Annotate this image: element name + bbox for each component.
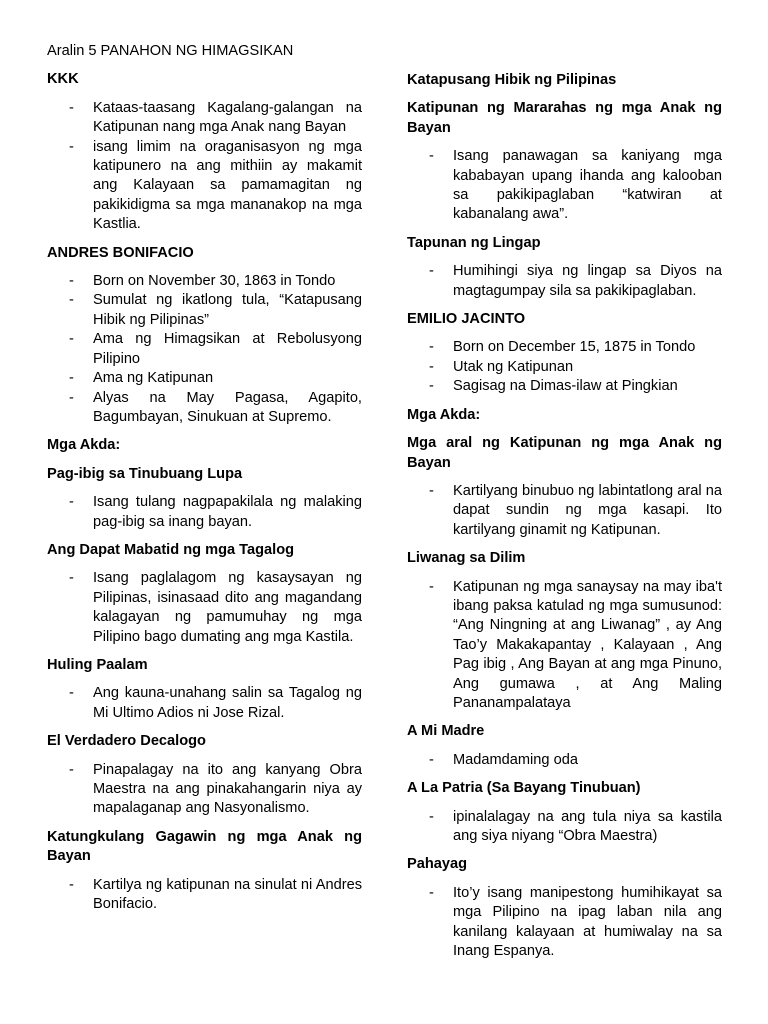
lesson-title: Aralin 5 PANAHON NG HIMAGSIKAN [47,43,294,59]
list-item: - Ama ng Himagsikan at Rebolusyong Pilipino [69,331,362,367]
work-title: A Mi Madre [407,723,485,740]
work-title: Tapunan ng Lingap [407,234,541,251]
list-item: - Born on December 15, 1875 in Tondo [429,339,696,356]
list-item: - Ito’y isang manipestong humihikayat sa mga Pilipino na ipag laban nila ang kanilang kalayaan at humiwalay na sa Inang Espanya. [429,884,722,960]
jacinto-list [407,338,722,396]
kkk-heading: KKK [47,71,79,88]
mga-akda-heading: Mga Akda: [47,437,121,454]
list-item: - Katipunan ng mga sanaysay na may iba't ibang paksa katulad ng mga sumusunod: “Ang Ningning at ang Liwanag” , ay Ang Tao’y Makakapantay , Kalayaan , Ang Pag ibig , Ang Bayan at ang mga Pinuno, Ang gumawa , at Ang Maling Pananampalataya [429,578,722,711]
list-item: - Kartilya ng katipunan na sinulat ni Andres Bonifacio. [69,876,362,913]
work-title: A La Patria (Sa Bayang Tinubuan) [407,780,641,797]
work-title: Katipunan ng Mararahas ng mga Anak ng Bayan [407,100,722,136]
work-title: Huling Paalam [47,656,148,673]
jacinto-heading: EMILIO JACINTO [407,311,526,328]
work-desc-list [47,493,362,532]
work-title: Ang Dapat Mabatid ng mga Tagalog [47,541,295,558]
list-item: - Madamdaming oda [429,751,578,768]
work-desc-list [47,876,362,915]
work-desc-list [47,761,362,819]
work-desc-list [407,147,722,225]
work-title: Katungkulang Gagawin ng mga Anak ng Bayan [47,828,362,865]
work-title: Pahayag [407,856,468,873]
list-item: - Utak ng Katipunan [429,358,574,375]
work-desc-list [407,884,722,962]
list-item: - Ama ng Katipunan [69,370,214,387]
work-title: Liwanag sa Dilim [407,550,526,567]
work-desc-list [407,578,722,714]
bonifacio-heading: ANDRES BONIFACIO [47,244,194,261]
work-title: Mga aral ng Katipunan ng mga Anak ng Bayan [407,435,722,471]
list-item: - Sagisag na Dimas-ilaw at Pingkian [429,378,678,395]
work-title: Pag-ibig sa Tinubuang Lupa [47,465,243,482]
list-item: - ipinalalagay na ang tula niya sa kastila ang siya niyang “Obra Maestra) [429,808,722,844]
list-item: - Isang paglalagom ng kasaysayan ng Pilipinas, isinasaad dito ang magandang kalagayan ng pamumuhay ng mga Pilipino bago dumating ang mga Kastila. [69,570,362,645]
work-desc-list [407,751,722,770]
list-item: - Isang tulang nagpapakilala ng malaking pag-ibig sa inang bayan. [69,494,362,530]
list-item: - Born on November 30, 1863 in Tondo [69,273,336,290]
list-item: - Ang kauna-unahang salin sa Tagalog ng Mi Ultimo Adios ni Jose Rizal. [69,685,362,721]
list-item: - Isang panawagan sa kaniyang mga kababayan upang ihanda ang kalooban sa pakikipaglaban “katwiran at kabanalang awa”. [429,148,722,223]
work-desc-list [47,684,362,723]
work-title: El Verdadero Decalogo [47,733,206,750]
work-desc-list [407,482,722,540]
list-item: - Sumulat ng ikatlong tula, “Katapusang Hibik ng Pilipinas” [69,292,362,328]
list-item: - Kartilyang binubuo ng labintatlong aral na dapat sundin ng mga kasapi. Ito kartilyang ginamit ng Katipunan. [429,482,722,538]
list-item: - Pinapalagay na ito ang kanyang Obra Maestra na ang pinakahangarin niya ay mapalaganap ang Nasyonalismo. [69,761,362,817]
mga-akda-heading: Mga Akda: [407,406,481,423]
work-desc-list [407,262,722,301]
list-item: - Alyas na May Pagasa, Agapito, Bagumbayan, Sinukuan at Supremo. [69,389,362,425]
left-column [47,42,362,923]
list-item: - isang limim na oraganisasyon ng mga katipunero na ang mithiin ay makamit ang Kalayaan sa pamamagitan ng pakikidigma sa mga mananakop na mga Kastlia. [69,138,362,233]
work-desc-list [407,808,722,847]
bonifacio-list [47,272,362,427]
kkk-list [47,99,362,235]
work-desc-list [47,569,362,647]
list-item: - Kataas-taasang Kagalang-galangan na Katipunan nang mga Anak nang Bayan [69,99,362,136]
list-item: - Humihingi siya ng lingap sa Diyos na magtagumpay sila sa pakikipaglaban. [429,263,722,299]
right-column [407,71,722,970]
katapusang-heading: Katapusang Hibik ng Pilipinas [407,72,617,88]
